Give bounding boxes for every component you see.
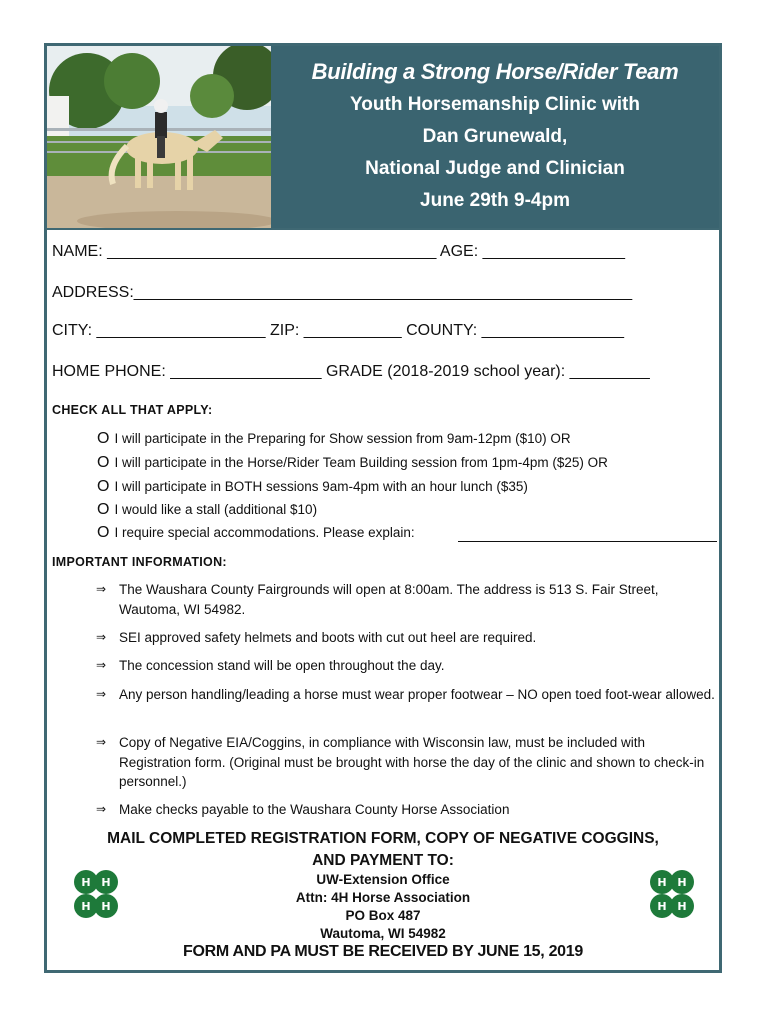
- city-zip-county-field[interactable]: CITY: ___________________ ZIP: ___________ COUNTY: ________________: [52, 322, 625, 339]
- option-both-sessions[interactable]: O I will participate in BOTH sessions 9am-4pm with an hour lunch ($35): [97, 478, 528, 495]
- clinic-subtitle: [271, 89, 719, 217]
- checkbox-circle-icon[interactable]: O: [97, 454, 110, 471]
- arrow-icon: ⇒: [96, 802, 107, 816]
- header-banner: [271, 46, 719, 228]
- option-stall[interactable]: O I would like a stall (additional $10): [97, 501, 318, 518]
- arrow-icon: ⇒: [96, 735, 107, 749]
- checkbox-circle-icon[interactable]: O: [97, 524, 110, 541]
- option-accommodations[interactable]: O I require special accommodations. Please explain:: [97, 524, 415, 541]
- checkbox-circle-icon[interactable]: O: [97, 501, 110, 518]
- arrow-icon: ⇒: [96, 582, 107, 596]
- explain-input-line[interactable]: [458, 541, 717, 542]
- arrow-icon: ⇒: [96, 658, 107, 672]
- deadline-notice: FORM AND PA MUST BE RECEIVED BY JUNE 15, 2019: [183, 943, 583, 960]
- svg-text:H: H: [677, 876, 687, 889]
- svg-text:H: H: [81, 876, 91, 889]
- option-preparing-for-show[interactable]: O I will participate in the Preparing for Show session from 9am-12pm ($10) OR: [97, 430, 571, 447]
- svg-text:H: H: [101, 900, 111, 913]
- arrow-icon: ⇒: [96, 630, 107, 644]
- subtitle-line: Youth Horsemanship Clinic with: [350, 94, 640, 115]
- check-section-heading: CHECK ALL THAT APPLY:: [52, 403, 213, 417]
- subtitle-line: Dan Grunewald,: [422, 126, 568, 147]
- arrow-icon: ⇒: [96, 687, 107, 701]
- subtitle-line: National Judge and Clinician: [365, 158, 625, 179]
- mail-heading: MAIL COMPLETED REGISTRATION FORM, COPY OF NEGATIVE COGGINS, AND PAYMENT TO:: [107, 830, 659, 869]
- name-age-field[interactable]: NAME: _____________________________________ AGE: ________________: [52, 243, 625, 260]
- option-team-building[interactable]: O I will participate in the Horse/Rider Team Building session from 1pm-4pm ($25) OR: [97, 454, 608, 471]
- mailing-address: UW-Extension Office Attn: 4H Horse Association PO Box 487 Wautoma, WI 54982: [295, 872, 471, 941]
- horse-rider-photo: [47, 46, 271, 228]
- 4h-clover-icon: [68, 866, 124, 924]
- header-divider: [47, 228, 719, 230]
- info-item: ⇒ Any person handling/leading a horse must wear proper footwear – NO open toed foot-wear allowed.: [96, 685, 716, 705]
- info-item: ⇒ The Waushara County Fairgrounds will open at 8:00am. The address is 513 S. Fair Street, Wautoma, WI 54982.: [96, 582, 659, 617]
- page-title: Building a Strong Horse/Rider Team: [311, 59, 679, 84]
- address-field[interactable]: ADDRESS:________________________________________________________: [52, 284, 633, 301]
- info-item: ⇒ The concession stand will be open throughout the day.: [96, 656, 716, 676]
- checkbox-circle-icon[interactable]: O: [97, 478, 110, 495]
- 4h-clover-icon: [644, 866, 700, 924]
- svg-text:H: H: [657, 900, 667, 913]
- info-item: ⇒ SEI approved safety helmets and boots with cut out heel are required.: [96, 628, 716, 648]
- phone-grade-field[interactable]: HOME PHONE: _________________ GRADE (2018-2019 school year): _________: [52, 363, 650, 380]
- info-item: ⇒ Copy of Negative EIA/Coggins, in compliance with Wisconsin law, must be included with Registration form. (Original must be brought with horse the day of the clinic and shown to check-in personnel.): [96, 735, 705, 789]
- checkbox-circle-icon[interactable]: O: [97, 430, 110, 447]
- svg-text:H: H: [81, 900, 91, 913]
- svg-text:H: H: [677, 900, 687, 913]
- svg-text:H: H: [101, 876, 111, 889]
- info-item: ⇒ Make checks payable to the Waushara County Horse Association: [96, 800, 716, 820]
- subtitle-line: June 29th 9-4pm: [420, 190, 570, 211]
- info-section-heading: IMPORTANT INFORMATION:: [52, 555, 227, 569]
- svg-text:H: H: [657, 876, 667, 889]
